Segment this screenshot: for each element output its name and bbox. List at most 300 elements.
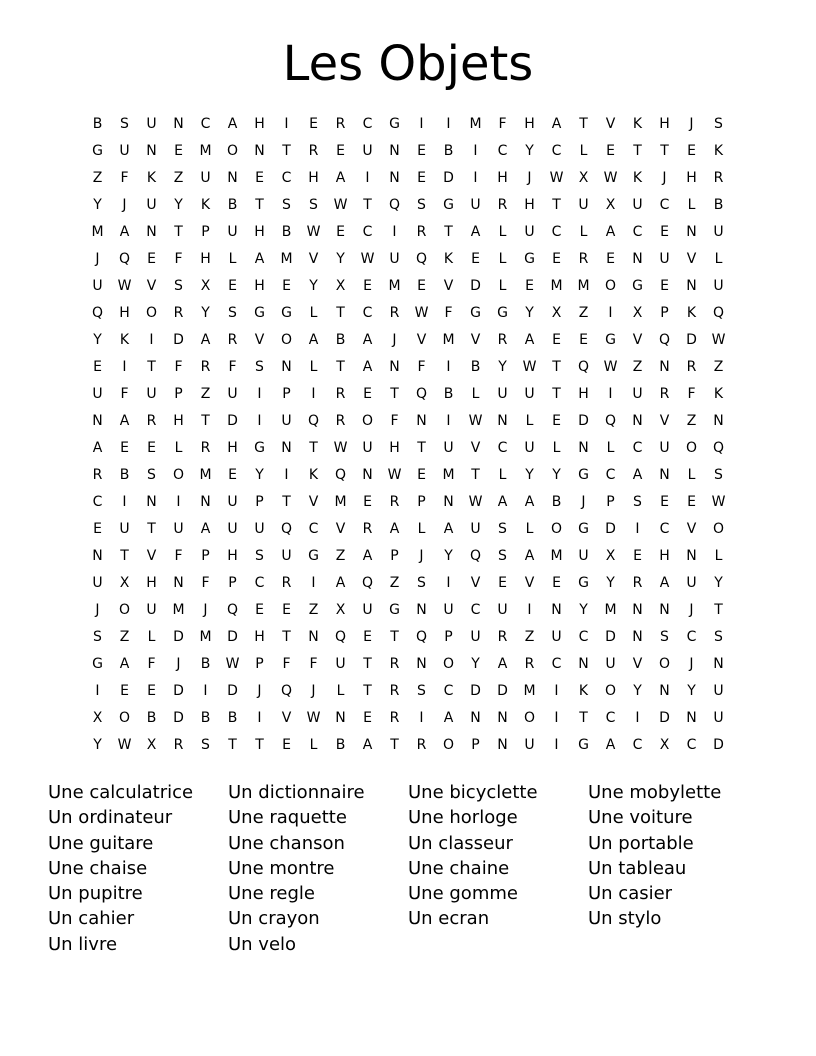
grid-letter: Z xyxy=(632,359,643,375)
grid-letter: F xyxy=(444,305,453,321)
grid-letter: N xyxy=(173,575,184,591)
grid-letter: S xyxy=(498,548,507,564)
grid-letter: C xyxy=(497,143,508,159)
grid-letter: C xyxy=(254,575,265,591)
grid-letter: F xyxy=(309,656,318,672)
grid-letter: Q xyxy=(226,602,239,618)
grid-letter: C xyxy=(362,305,373,321)
grid-letter: D xyxy=(713,737,724,753)
grid-letter: R xyxy=(146,413,157,429)
grid-letter: B xyxy=(443,386,454,402)
grid-letter: Y xyxy=(498,359,507,375)
grid-letter: L xyxy=(498,467,507,483)
grid-letter: S xyxy=(282,197,291,213)
word-list-item: Une voiture xyxy=(588,807,693,829)
grid-letter: R xyxy=(497,332,508,348)
grid-letter: A xyxy=(524,548,535,564)
grid-letter: I xyxy=(446,413,451,429)
grid-letter: O xyxy=(712,521,725,537)
grid-letter: P xyxy=(417,494,426,510)
grid-letter: W xyxy=(117,737,132,753)
grid-letter: C xyxy=(686,737,697,753)
grid-letter: N xyxy=(281,440,292,456)
grid-letter: E xyxy=(417,467,426,483)
grid-letter: C xyxy=(497,440,508,456)
grid-letter: Y xyxy=(687,683,696,699)
grid-letter: S xyxy=(714,116,723,132)
grid-letter: M xyxy=(199,143,212,159)
grid-letter: O xyxy=(118,602,131,618)
grid-letter: N xyxy=(308,629,319,645)
grid-letter: U xyxy=(686,575,697,591)
grid-letter: V xyxy=(254,332,265,348)
grid-letter: R xyxy=(200,440,211,456)
grid-letter: V xyxy=(146,548,157,564)
grid-letter: W xyxy=(333,197,348,213)
word-list-item: Une bicyclette xyxy=(408,782,538,803)
grid-letter: C xyxy=(632,737,643,753)
grid-letter: I xyxy=(122,359,127,375)
grid-letter: U xyxy=(281,548,292,564)
word-list-item: Une chaise xyxy=(48,857,148,879)
word-list-spacer xyxy=(408,932,588,957)
grid-letter: N xyxy=(659,602,670,618)
grid-letter: Q xyxy=(388,197,401,213)
grid-letter: U xyxy=(362,440,373,456)
grid-letter: W xyxy=(603,359,618,375)
grid-letter: K xyxy=(578,683,589,699)
grid-letter: A xyxy=(524,332,535,348)
grid-letter: D xyxy=(470,683,481,699)
grid-letter: A xyxy=(605,737,616,753)
grid-letter: M xyxy=(172,602,185,618)
grid-letter: H xyxy=(686,170,697,186)
grid-letter: L xyxy=(336,683,345,699)
grid-letter: Z xyxy=(119,629,130,645)
grid-letter: E xyxy=(498,575,507,591)
grid-letter: A xyxy=(308,332,319,348)
grid-letter: N xyxy=(686,224,697,240)
grid-letter: Q xyxy=(415,386,428,402)
grid-letter: K xyxy=(146,170,157,186)
grid-letter: S xyxy=(147,467,156,483)
grid-letter: L xyxy=(579,224,588,240)
grid-letter: E xyxy=(363,629,372,645)
grid-letter: N xyxy=(686,278,697,294)
grid-letter: L xyxy=(228,251,237,267)
grid-letter: D xyxy=(227,413,238,429)
grid-letter: S xyxy=(633,494,642,510)
grid-letter: T xyxy=(552,197,561,213)
grid-letter: H xyxy=(200,251,211,267)
grid-letter: Z xyxy=(308,602,319,618)
grid-letter: U xyxy=(659,251,670,267)
grid-letter: B xyxy=(227,197,238,213)
grid-letter: H xyxy=(227,548,238,564)
word-list-item: Un classeur xyxy=(408,832,513,854)
grid-letter: R xyxy=(92,467,103,483)
grid-letter: I xyxy=(203,683,208,699)
grid-letter: R xyxy=(416,224,427,240)
grid-letter: O xyxy=(172,467,185,483)
grid-letter: R xyxy=(416,737,427,753)
grid-letter: C xyxy=(551,656,562,672)
grid-letter: F xyxy=(147,656,156,672)
grid-letter: C xyxy=(659,197,670,213)
grid-letter: S xyxy=(417,197,426,213)
grid-letter: C xyxy=(605,467,616,483)
grid-letter: T xyxy=(336,305,345,321)
grid-letter: B xyxy=(119,467,130,483)
grid-letter: Y xyxy=(93,332,102,348)
grid-letter: A xyxy=(92,440,103,456)
grid-letter: O xyxy=(145,305,158,321)
grid-letter: N xyxy=(254,143,265,159)
grid-letter: L xyxy=(498,224,507,240)
grid-letter: I xyxy=(257,413,262,429)
grid-letter: R xyxy=(524,656,535,672)
grid-letter: I xyxy=(122,494,127,510)
grid-letter: T xyxy=(336,359,345,375)
grid-letter: N xyxy=(659,467,670,483)
grid-letter: A xyxy=(335,575,346,591)
grid-letter: N xyxy=(146,224,157,240)
grid-letter: D xyxy=(173,629,184,645)
grid-letter: N xyxy=(497,737,508,753)
grid-letter: I xyxy=(284,467,289,483)
grid-letter: R xyxy=(281,575,292,591)
grid-letter: V xyxy=(308,251,319,267)
grid-letter: L xyxy=(471,386,480,402)
grid-letter: T xyxy=(201,413,210,429)
grid-letter: L xyxy=(309,737,318,753)
grid-letter: B xyxy=(227,710,238,726)
grid-letter: T xyxy=(147,359,156,375)
grid-letter: B xyxy=(335,332,346,348)
grid-letter: C xyxy=(281,170,292,186)
grid-letter: S xyxy=(417,683,426,699)
grid-letter: U xyxy=(605,656,616,672)
grid-letter: I xyxy=(446,359,451,375)
grid-letter: H xyxy=(659,116,670,132)
grid-letter: Q xyxy=(91,305,104,321)
grid-letter: S xyxy=(228,305,237,321)
grid-letter: N xyxy=(416,656,427,672)
grid-letter: H xyxy=(254,116,265,132)
grid-letter: T xyxy=(363,197,372,213)
grid-letter: I xyxy=(257,386,262,402)
grid-letter: C xyxy=(578,629,589,645)
grid-letter: J xyxy=(689,116,694,132)
grid-letter: P xyxy=(201,548,210,564)
word-list-item: Une chaine xyxy=(408,857,510,879)
grid-letter: E xyxy=(606,251,615,267)
grid-letter: I xyxy=(554,683,559,699)
grid-letter: N xyxy=(632,251,643,267)
grid-letter: H xyxy=(497,170,508,186)
grid-letter: K xyxy=(713,143,724,159)
grid-letter: O xyxy=(604,683,617,699)
grid-letter: U xyxy=(362,143,373,159)
grid-letter: U xyxy=(470,629,481,645)
grid-letter: S xyxy=(660,629,669,645)
grid-letter: O xyxy=(604,278,617,294)
grid-letter: U xyxy=(389,251,400,267)
word-list-item: Un stylo xyxy=(588,908,662,930)
grid-letter: P xyxy=(255,656,264,672)
grid-letter: J xyxy=(527,170,532,186)
grid-letter: G xyxy=(92,143,103,159)
grid-letter: M xyxy=(550,548,563,564)
grid-letter: U xyxy=(524,224,535,240)
grid-letter: M xyxy=(199,467,212,483)
grid-letter: B xyxy=(443,143,454,159)
grid-letter: U xyxy=(227,521,238,537)
grid-letter: P xyxy=(174,386,183,402)
grid-letter: T xyxy=(228,737,237,753)
grid-letter: V xyxy=(686,521,697,537)
grid-letter: G xyxy=(92,656,103,672)
grid-letter: I xyxy=(446,116,451,132)
grid-letter: Y xyxy=(471,656,480,672)
grid-letter: Q xyxy=(712,305,725,321)
grid-letter: Z xyxy=(686,413,697,429)
grid-letter: E xyxy=(552,575,561,591)
grid-letter: A xyxy=(362,737,373,753)
grid-letter: T xyxy=(552,359,561,375)
grid-letter: N xyxy=(200,494,211,510)
grid-letter: A xyxy=(362,332,373,348)
grid-letter: T xyxy=(147,521,156,537)
grid-letter: E xyxy=(282,278,291,294)
grid-letter: P xyxy=(228,575,237,591)
grid-letter: M xyxy=(523,683,536,699)
grid-letter: X xyxy=(632,305,643,321)
grid-letter: U xyxy=(470,521,481,537)
grid-letter: N xyxy=(146,494,157,510)
grid-letter: E xyxy=(147,251,156,267)
grid-letter: Y xyxy=(525,143,534,159)
grid-letter: H xyxy=(389,440,400,456)
grid-letter: J xyxy=(392,332,397,348)
grid-letter: X xyxy=(335,278,346,294)
word-list-item: Une horloge xyxy=(408,807,518,829)
grid-letter: E xyxy=(552,251,561,267)
word-list-item: Un tableau xyxy=(588,857,687,879)
grid-letter: D xyxy=(497,683,508,699)
grid-letter: T xyxy=(417,440,426,456)
grid-letter: C xyxy=(92,494,103,510)
grid-letter: I xyxy=(365,170,370,186)
grid-letter: H xyxy=(524,116,535,132)
grid-letter: E xyxy=(525,278,534,294)
grid-letter: G xyxy=(497,305,508,321)
grid-letter: X xyxy=(119,575,130,591)
grid-letter: V xyxy=(335,521,346,537)
grid-letter: I xyxy=(392,224,397,240)
grid-letter: W xyxy=(387,467,402,483)
grid-letter: E xyxy=(552,413,561,429)
grid-letter: A xyxy=(632,467,643,483)
grid-letter: S xyxy=(120,116,129,132)
grid-letter: M xyxy=(550,278,563,294)
grid-letter: Q xyxy=(712,440,725,456)
grid-letter: A xyxy=(200,332,211,348)
grid-letter: Y xyxy=(444,548,453,564)
grid-letter: X xyxy=(605,548,616,564)
word-list xyxy=(48,780,768,957)
grid-letter: F xyxy=(282,656,291,672)
grid-letter: W xyxy=(360,251,375,267)
grid-letter: C xyxy=(362,224,373,240)
grid-letter: O xyxy=(550,521,563,537)
grid-letter: I xyxy=(419,710,424,726)
grid-letter: G xyxy=(578,521,589,537)
word-list-item: Une gomme xyxy=(408,883,518,905)
grid-letter: C xyxy=(551,143,562,159)
grid-letter: D xyxy=(173,332,184,348)
grid-letter: V xyxy=(470,332,481,348)
grid-letter: J xyxy=(122,197,127,213)
grid-letter: H xyxy=(227,440,238,456)
grid-letter: N xyxy=(389,170,400,186)
grid-letter: E xyxy=(336,224,345,240)
grid-letter: C xyxy=(632,224,643,240)
grid-letter: X xyxy=(146,737,157,753)
grid-letter: K xyxy=(713,386,724,402)
grid-letter: U xyxy=(146,602,157,618)
grid-letter: E xyxy=(120,440,129,456)
grid-letter: E xyxy=(417,278,426,294)
word-list-item: Un dictionnaire xyxy=(228,782,365,803)
grid-letter: Y xyxy=(255,467,264,483)
grid-letter: N xyxy=(227,170,238,186)
grid-letter: Y xyxy=(606,575,615,591)
grid-letter: U xyxy=(497,386,508,402)
grid-letter: A xyxy=(362,359,373,375)
grid-letter: A xyxy=(443,710,454,726)
grid-letter: M xyxy=(604,602,617,618)
grid-letter: K xyxy=(632,116,643,132)
grid-letter: J xyxy=(95,251,100,267)
grid-letter: I xyxy=(95,683,100,699)
grid-letter: M xyxy=(469,116,482,132)
grid-letter: I xyxy=(176,494,181,510)
grid-letter: Q xyxy=(604,413,617,429)
grid-letter: P xyxy=(444,629,453,645)
grid-letter: F xyxy=(390,413,399,429)
grid-letter: U xyxy=(443,440,454,456)
grid-letter: E xyxy=(255,170,264,186)
grid-letter: F xyxy=(417,359,426,375)
grid-letter: R xyxy=(389,710,400,726)
grid-letter: N xyxy=(416,602,427,618)
grid-letter: G xyxy=(605,332,616,348)
grid-letter: V xyxy=(470,575,481,591)
grid-letter: R xyxy=(200,359,211,375)
grid-letter: Q xyxy=(658,332,671,348)
grid-letter: W xyxy=(711,494,726,510)
grid-letter: H xyxy=(308,170,319,186)
grid-letter: T xyxy=(390,737,399,753)
grid-letter: H xyxy=(254,278,265,294)
grid-letter: U xyxy=(632,197,643,213)
grid-letter: P xyxy=(606,494,615,510)
grid-letter: W xyxy=(711,332,726,348)
grid-letter: L xyxy=(309,359,318,375)
grid-letter: K xyxy=(686,305,697,321)
grid-letter: S xyxy=(714,629,723,645)
grid-letter: R xyxy=(389,305,400,321)
grid-letter: N xyxy=(497,710,508,726)
grid-letter: F xyxy=(120,170,129,186)
grid-letter: W xyxy=(468,413,483,429)
grid-letter: Y xyxy=(579,602,588,618)
grid-letter: J xyxy=(689,602,694,618)
grid-letter: E xyxy=(363,494,372,510)
grid-letter: E xyxy=(147,683,156,699)
grid-letter: E xyxy=(552,332,561,348)
grid-letter: I xyxy=(311,575,316,591)
grid-letter: V xyxy=(686,251,697,267)
grid-letter: R xyxy=(578,251,589,267)
grid-letter: U xyxy=(119,521,130,537)
grid-letter: T xyxy=(174,224,183,240)
grid-letter: Y xyxy=(93,197,102,213)
grid-letter: F xyxy=(228,359,237,375)
grid-letter: M xyxy=(442,467,455,483)
grid-letter: U xyxy=(524,440,535,456)
grid-letter: N xyxy=(659,683,670,699)
grid-letter: X xyxy=(578,170,589,186)
grid-letter: E xyxy=(660,278,669,294)
grid-letter: T xyxy=(120,548,129,564)
grid-letter: L xyxy=(498,278,507,294)
grid-letter: P xyxy=(255,494,264,510)
grid-letter: I xyxy=(554,737,559,753)
grid-letter: I xyxy=(608,386,613,402)
grid-letter: U xyxy=(200,170,211,186)
grid-letter: I xyxy=(473,143,478,159)
grid-letter: L xyxy=(147,629,156,645)
grid-letter: H xyxy=(173,413,184,429)
grid-letter: U xyxy=(173,521,184,537)
grid-letter: G xyxy=(254,305,265,321)
grid-letter: R xyxy=(173,737,184,753)
grid-letter: X xyxy=(335,602,346,618)
grid-letter: D xyxy=(659,710,670,726)
grid-letter: L xyxy=(714,251,723,267)
grid-letter: G xyxy=(470,305,481,321)
grid-letter: E xyxy=(417,170,426,186)
grid-letter: Z xyxy=(524,629,535,645)
grid-letter: A xyxy=(335,170,346,186)
grid-letter: T xyxy=(579,710,588,726)
grid-letter: T xyxy=(633,143,642,159)
grid-letter: O xyxy=(280,332,293,348)
grid-letter: N xyxy=(713,413,724,429)
grid-letter: E xyxy=(579,332,588,348)
grid-letter: T xyxy=(444,224,453,240)
grid-letter: T xyxy=(282,143,291,159)
word-list-item: Une montre xyxy=(228,857,335,879)
grid-letter: M xyxy=(442,332,455,348)
grid-letter: B xyxy=(146,710,157,726)
grid-letter: N xyxy=(686,710,697,726)
grid-letter: T xyxy=(282,494,291,510)
grid-letter: D xyxy=(173,683,184,699)
grid-letter: E xyxy=(660,494,669,510)
